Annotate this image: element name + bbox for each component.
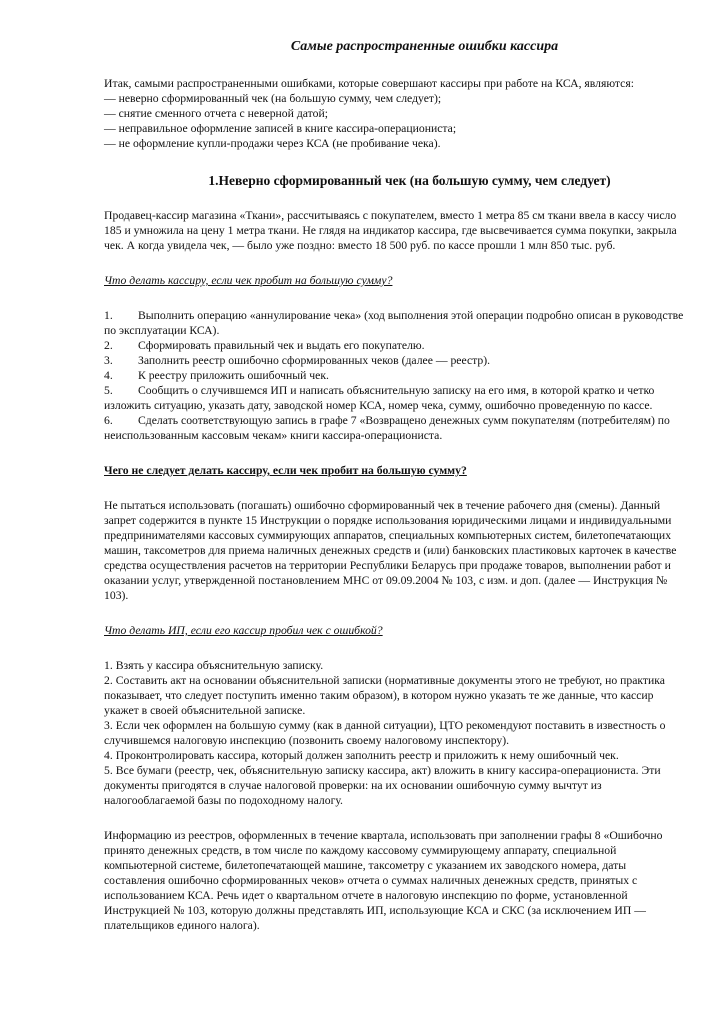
final-paragraph: Информацию из реестров, оформленных в течение квартала, использовать при заполнении графы 8 «Ошибочно принято денежных средств, в том числе по каждому кассовому суммирующему аппарату, специальной компьютерной системе, билетопечатающей машине, таксометру с указанием их заводского номера, даты составления ошибочно сформированных чеков» отчета о суммах наличных денежных средств, принятых с использованием КСА. Речь идет о квартальном отчете в налоговую инспекцию по форме, установленной Инструкцией № 103, которую должны представлять ИП, использующие КСА и СКС (за исключением ИП —плательщиков единого налога). xyxy=(104,829,663,932)
list-item: 1. Выполнить операцию «аннулирование чека» (ход выполнения этой операции подробно описан в руководстве по эксплуатации КСА). xyxy=(104,309,684,337)
question-heading: Чего не следует делать кассиру, если чек пробит на большую сумму? xyxy=(104,464,467,477)
list-item: 3. Если чек оформлен на большую сумму (как в данной ситуации), ЦТО рекомендуют поставить в известность о случившемся налоговую инспекцию (позвонить своему налоговому инспектору). xyxy=(104,719,666,747)
intro-line: — не оформление купли-продажи через КСА (не пробивание чека). xyxy=(104,137,441,150)
list-item: 6. Сделать соответствующую запись в графе 7 «Возвращено денежных сумм покупателям (потребителям) по неиспользованным кассовым чекам» книги кассира-операциониста. xyxy=(104,414,670,442)
example-paragraph: Продавец-кассир магазина «Ткани», рассчитываясь с покупателем, вместо 1 метра 85 см ткани ввела в кассу число 185 и умножила на цену 1 метра ткани. Не глядя на индикатор кассира, где высвечивается сумма покупки, закрыла чек. А когда увидела чек, — было уже поздно: вместо 18 500 руб. по кассе прошли 1 млн 850 тыс. руб. xyxy=(104,209,677,252)
question-heading: Что делать ИП, если его кассир пробил чек с ошибкой? xyxy=(104,624,383,637)
page-title: Самые распространенные ошибки кассира xyxy=(290,39,559,54)
intro-line: — неверно сформированный чек (на большую сумму, чем следует); xyxy=(104,92,442,105)
list-item: 5. Все бумаги (реестр, чек, объяснительную записку кассира, акт) вложить в книгу кассира-операциониста. Эти документы пригодятся в случае налоговой проверки: на их основании ошибочную сумму вычтут из налогооблагаемой базы по подоходному налогу. xyxy=(104,764,661,807)
intro-line: Итак, самыми распространенными ошибками, которые совершают кассиры при работе на КСА, являются: xyxy=(104,77,634,90)
list-item: 2. Составить акт на основании объяснительной записки (нормативные документы этого не требуют, но практика показывает, что следует поступить именно таким образом), в котором нужно указать те же данные, что кассир укажет в своей объяснительной записке. xyxy=(104,674,665,717)
section-heading: 1.Неверно сформированный чек (на большую сумму, чем следует) xyxy=(208,173,611,188)
intro-line: — неправильное оформление записей в книге кассира-операциониста; xyxy=(104,122,457,135)
numbered-list xyxy=(104,308,685,443)
list-item: 3. Заполнить реестр ошибочно сформированных чеков (далее — реестр). xyxy=(104,354,491,367)
list-item: 4. К реестру приложить ошибочный чек. xyxy=(104,369,329,382)
list-item: 5. Сообщить о случившемся ИП и написать объяснительную записку на его имя, в которой кратко и четко изложить ситуацию, указать дату, заводской номер КСА, номер чека, сумму, ошибочно проведенную по кассе. xyxy=(104,384,655,412)
list-item: 1. Взять у кассира объяснительную записку. xyxy=(104,659,324,672)
steps-list xyxy=(104,658,685,808)
list-item: 4. Проконтролировать кассира, который должен заполнить реестр и приложить к нему ошибочный чек. xyxy=(104,749,619,762)
intro-block xyxy=(104,76,685,151)
question-heading: Что делать кассиру, если чек пробит на большую сумму? xyxy=(104,274,393,287)
list-item: 2. Сформировать правильный чек и выдать его покупателю. xyxy=(104,339,425,352)
paragraph: Не пытаться использовать (погашать) ошибочно сформированный чек в течение рабочего дня (смены). Данный запрет содержится в пункте 15 Инструкции о порядке использования юридическими лицами и индивидуальными предпринимателями кассовых суммирующих аппаратов, специальных компьютерных систем, билетопечатающих машин, таксометров для приема наличных денежных средств и (или) банковских пластиковых карточек в качестве средства осуществления расчетов на территории Республики Беларусь при продаже товаров, выполнении работ и оказании услуг, утвержденной постановлением МНС от 09.09.2004 № 103, с изм. и доп. (далее — Инструкция № 103). xyxy=(104,499,677,602)
intro-line: — снятие сменного отчета с неверной датой; xyxy=(104,107,328,120)
